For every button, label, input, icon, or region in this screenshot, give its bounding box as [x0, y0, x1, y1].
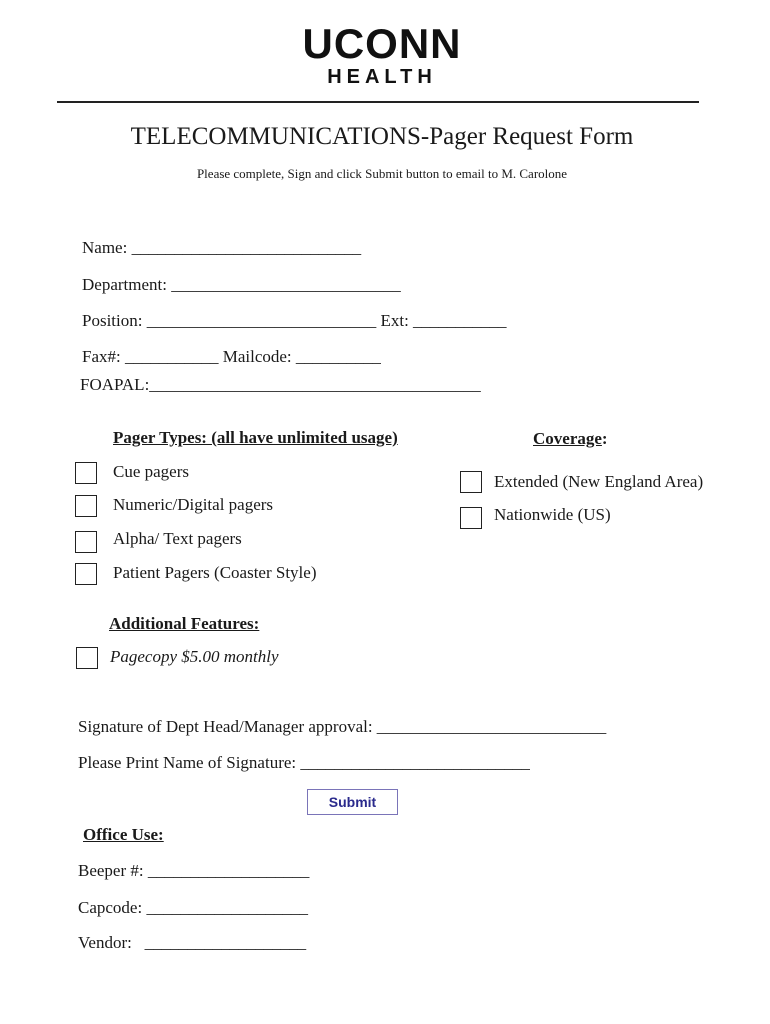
coverage-heading-text: Coverage: [533, 429, 602, 448]
cue-pagers-label: Cue pagers: [113, 462, 190, 481]
print-name-field[interactable]: Please Print Name of Signature: ___________________________: [78, 753, 530, 772]
pagecopy-checkbox[interactable]: [76, 647, 98, 669]
vendor-field[interactable]: Vendor: ___________________: [78, 933, 307, 952]
form-instructions: Please complete, Sign and click Submit button to email to M. Carolone: [196, 166, 568, 181]
nationwide-coverage-checkbox[interactable]: [460, 507, 482, 529]
numeric-pagers-label: Numeric/Digital pagers: [113, 495, 274, 514]
department-field[interactable]: Department: ___________________________: [82, 275, 401, 294]
pagecopy-label: Pagecopy $5.00 monthly: [110, 647, 279, 666]
logo-wordmark: UCONN: [302, 20, 462, 67]
coverage-heading: [533, 429, 608, 449]
cue-pagers-checkbox[interactable]: [75, 462, 97, 484]
fax-mailcode-field[interactable]: Fax#: ___________ Mailcode: __________: [82, 347, 381, 366]
position-ext-field[interactable]: Position: ___________________________ Ext: ___________: [82, 311, 507, 330]
alpha-pagers-label: Alpha/ Text pagers: [113, 529, 242, 548]
logo-subtitle: HEALTH: [327, 66, 437, 88]
header-divider: [57, 101, 699, 103]
patient-pagers-label: Patient Pagers (Coaster Style): [113, 563, 317, 582]
name-field[interactable]: Name: ___________________________: [82, 238, 362, 257]
extended-coverage-checkbox[interactable]: [460, 471, 482, 493]
coverage-heading-colon: :: [601, 429, 608, 448]
extended-coverage-label: Extended (New England Area): [494, 472, 704, 491]
additional-features-heading: Additional Features:: [109, 614, 260, 633]
patient-pagers-checkbox[interactable]: [75, 563, 97, 585]
capcode-field[interactable]: Capcode: ___________________: [78, 898, 308, 917]
form-title: TELECOMMUNICATIONS-Pager Request Form: [130, 123, 634, 150]
nationwide-coverage-label: Nationwide (US): [494, 505, 611, 524]
approval-signature-field[interactable]: Signature of Dept Head/Manager approval: ___________________________: [78, 717, 607, 736]
submit-button[interactable]: Submit: [307, 789, 398, 815]
numeric-pagers-checkbox[interactable]: [75, 495, 97, 517]
foapal-field[interactable]: FOAPAL:_______________________________________: [80, 375, 481, 394]
beeper-field[interactable]: Beeper #: ___________________: [78, 861, 310, 880]
pager-types-heading: Pager Types: (all have unlimited usage): [113, 428, 398, 447]
office-use-heading: Office Use:: [83, 825, 164, 844]
alpha-pagers-checkbox[interactable]: [75, 531, 97, 553]
